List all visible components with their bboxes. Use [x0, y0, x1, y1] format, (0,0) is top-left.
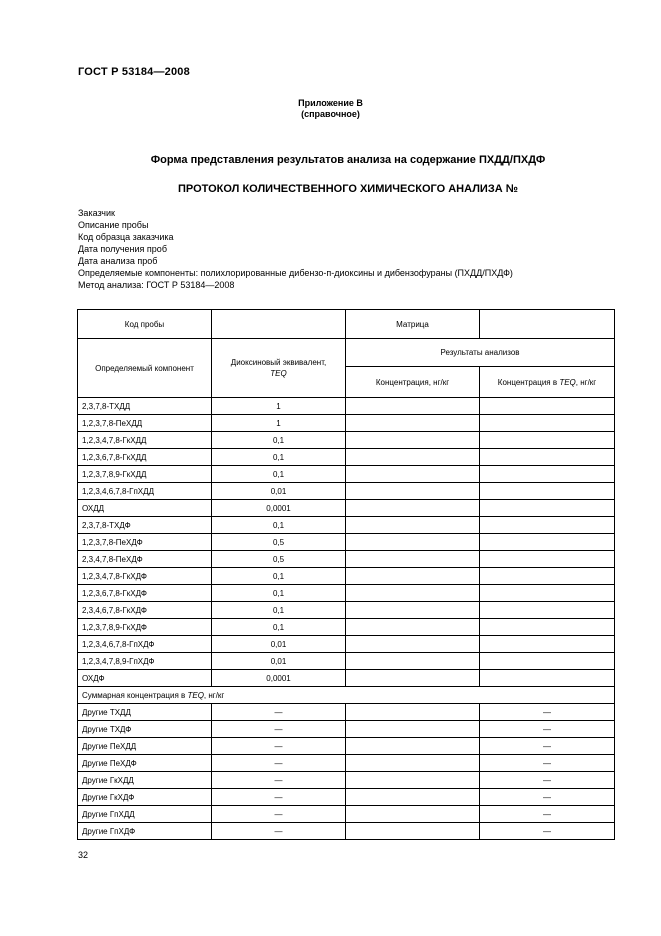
- concentration-teq-cell[interactable]: [480, 432, 615, 449]
- component-name: 1,2,3,4,7,8,9-ГпХДФ: [78, 653, 212, 670]
- component-name: 1,2,3,7,8,9-ГкХДФ: [78, 619, 212, 636]
- table-header-row: [78, 310, 615, 339]
- teq-value: 0,1: [212, 568, 346, 585]
- teq-value: 0,0001: [212, 500, 346, 517]
- concentration-teq-cell[interactable]: [480, 398, 615, 415]
- concentration-teq-cell[interactable]: [480, 670, 615, 687]
- concentration-teq-header: Концентрация в TEQ, нг/кг: [480, 367, 615, 398]
- table-row: [78, 449, 615, 466]
- component-name: 1,2,3,4,6,7,8-ГпХДФ: [78, 636, 212, 653]
- concentration-teq-cell: —: [480, 704, 615, 721]
- concentration-cell[interactable]: [346, 483, 480, 500]
- component-name: Другие ТХДФ: [78, 721, 212, 738]
- concentration-teq-cell: —: [480, 738, 615, 755]
- concentration-teq-cell[interactable]: [480, 585, 615, 602]
- component-name: 1,2,3,7,8-ПеХДФ: [78, 534, 212, 551]
- component-name: Другие ГкХДД: [78, 772, 212, 789]
- teq-value: —: [212, 772, 346, 789]
- table-row: [78, 415, 615, 432]
- concentration-teq-cell[interactable]: [480, 466, 615, 483]
- table-row: [78, 466, 615, 483]
- annex-title: Приложение В: [298, 98, 363, 108]
- concentration-cell[interactable]: [346, 432, 480, 449]
- teq-value: 0,1: [212, 432, 346, 449]
- matrix-label: Матрица: [346, 310, 480, 339]
- concentration-teq-cell[interactable]: [480, 500, 615, 517]
- component-name: 2,3,7,8-ТХДФ: [78, 517, 212, 534]
- component-name: ОХДФ: [78, 670, 212, 687]
- results-header: Результаты анализов: [346, 339, 615, 367]
- page-number: 32: [78, 850, 89, 860]
- concentration-teq-cell: —: [480, 772, 615, 789]
- teq-value: 0,01: [212, 653, 346, 670]
- teq-value: —: [212, 704, 346, 721]
- concentration-cell[interactable]: [346, 602, 480, 619]
- table-header-row: [78, 339, 615, 367]
- table-row: [78, 398, 615, 415]
- protocol-fields: [78, 207, 513, 291]
- table-row: [78, 687, 615, 704]
- concentration-teq-cell[interactable]: [480, 517, 615, 534]
- table-row: [78, 704, 615, 721]
- concentration-teq-cell: —: [480, 755, 615, 772]
- concentration-cell[interactable]: [346, 415, 480, 432]
- component-name: 2,3,7,8-ТХДД: [78, 398, 212, 415]
- protocol-field: Определяемые компоненты: полихлорированные дибензо-п-диоксины и дибензофураны (ПХДД/ПХДФ): [78, 268, 513, 278]
- component-name: ОХДД: [78, 500, 212, 517]
- concentration-teq-cell: —: [480, 789, 615, 806]
- table-row: [78, 585, 615, 602]
- protocol-field: Дата анализа проб: [78, 256, 158, 266]
- component-name: 1,2,3,6,7,8-ГкХДФ: [78, 585, 212, 602]
- concentration-cell[interactable]: [346, 789, 480, 806]
- protocol-title: ПРОТОКОЛ КОЛИЧЕСТВЕННОГО ХИМИЧЕСКОГО АНАЛИЗА №: [178, 183, 518, 195]
- teq-value: 0,01: [212, 636, 346, 653]
- table-row: [78, 534, 615, 551]
- document-header: ГОСТ Р 53184—2008: [78, 66, 190, 78]
- concentration-teq-cell[interactable]: [480, 415, 615, 432]
- table-row: [78, 738, 615, 755]
- concentration-cell[interactable]: [346, 721, 480, 738]
- protocol-field: Дата получения проб: [78, 244, 167, 254]
- form-title: Форма представления результатов анализа на содержание ПХДД/ПХДФ: [150, 154, 546, 166]
- concentration-teq-cell: —: [480, 823, 615, 840]
- teq-value: —: [212, 755, 346, 772]
- table-row: [78, 619, 615, 636]
- table-row: [78, 772, 615, 789]
- component-name: 1,2,3,4,6,7,8-ГпХДД: [78, 483, 212, 500]
- component-name: 1,2,3,4,7,8-ГкХДД: [78, 432, 212, 449]
- teq-value: —: [212, 738, 346, 755]
- concentration-teq-cell[interactable]: [480, 534, 615, 551]
- table-row: [78, 755, 615, 772]
- concentration-header: Концентрация, нг/кг: [346, 367, 480, 398]
- teq-value: 1: [212, 415, 346, 432]
- teq-value: 0,1: [212, 466, 346, 483]
- protocol-field: Код образца заказчика: [78, 232, 174, 242]
- teq-value: 0,1: [212, 585, 346, 602]
- concentration-cell[interactable]: [346, 636, 480, 653]
- component-name: Другие ПеХДД: [78, 738, 212, 755]
- table-row: [78, 568, 615, 585]
- concentration-cell[interactable]: [346, 806, 480, 823]
- component-name: Другие ТХДД: [78, 704, 212, 721]
- concentration-teq-cell[interactable]: [480, 449, 615, 466]
- concentration-teq-cell[interactable]: [480, 483, 615, 500]
- component-name: 1,2,3,7,8-ПеХДД: [78, 415, 212, 432]
- component-header: Определяемый компонент: [78, 339, 212, 398]
- component-name: Другие ГкХДФ: [78, 789, 212, 806]
- teq-value: 0,0001: [212, 670, 346, 687]
- table-row: [78, 670, 615, 687]
- concentration-cell[interactable]: [346, 517, 480, 534]
- table-row: [78, 551, 615, 568]
- sum-row-label: Суммарная концентрация в TEQ, нг/кг: [78, 687, 615, 704]
- teq-header: Диоксиновый эквивалент, TEQ: [212, 339, 346, 398]
- teq-value: 0,5: [212, 534, 346, 551]
- annex-subtitle: (справочное): [301, 109, 360, 119]
- component-name: Другие ГпХДД: [78, 806, 212, 823]
- concentration-cell[interactable]: [346, 772, 480, 789]
- table-row: [78, 500, 615, 517]
- concentration-cell[interactable]: [346, 534, 480, 551]
- concentration-cell[interactable]: [346, 619, 480, 636]
- table-row: [78, 721, 615, 738]
- annex-heading: [0, 98, 661, 120]
- concentration-teq-cell[interactable]: [480, 568, 615, 585]
- concentration-teq-cell[interactable]: [480, 653, 615, 670]
- component-name: Другие ПеХДФ: [78, 755, 212, 772]
- teq-value: —: [212, 806, 346, 823]
- concentration-teq-cell[interactable]: [480, 602, 615, 619]
- results-table: [77, 309, 615, 840]
- concentration-cell[interactable]: [346, 551, 480, 568]
- table-row: [78, 432, 615, 449]
- concentration-teq-cell: —: [480, 721, 615, 738]
- teq-value: —: [212, 721, 346, 738]
- teq-value: —: [212, 823, 346, 840]
- teq-value: —: [212, 789, 346, 806]
- concentration-teq-cell[interactable]: [480, 551, 615, 568]
- component-name: 2,3,4,7,8-ПеХДФ: [78, 551, 212, 568]
- table-row: [78, 653, 615, 670]
- concentration-teq-cell[interactable]: [480, 619, 615, 636]
- component-name: 1,2,3,7,8,9-ГкХДД: [78, 466, 212, 483]
- table-row: [78, 823, 615, 840]
- teq-value: 0,1: [212, 619, 346, 636]
- concentration-cell[interactable]: [346, 755, 480, 772]
- concentration-cell[interactable]: [346, 653, 480, 670]
- teq-value: 0,5: [212, 551, 346, 568]
- concentration-cell[interactable]: [346, 738, 480, 755]
- concentration-cell[interactable]: [346, 704, 480, 721]
- teq-value: 0,1: [212, 517, 346, 534]
- component-name: 1,2,3,4,7,8-ГкХДФ: [78, 568, 212, 585]
- table-row: [78, 636, 615, 653]
- concentration-cell[interactable]: [346, 466, 480, 483]
- component-name: 2,3,4,6,7,8-ГкХДФ: [78, 602, 212, 619]
- table-row: [78, 517, 615, 534]
- concentration-cell[interactable]: [346, 449, 480, 466]
- matrix-value[interactable]: [480, 310, 615, 339]
- table-row: [78, 806, 615, 823]
- teq-value: 1: [212, 398, 346, 415]
- protocol-field: Описание пробы: [78, 220, 149, 230]
- teq-value: 0,1: [212, 449, 346, 466]
- component-name: 1,2,3,6,7,8-ГкХДД: [78, 449, 212, 466]
- concentration-cell[interactable]: [346, 670, 480, 687]
- concentration-cell[interactable]: [346, 823, 480, 840]
- table-row: [78, 483, 615, 500]
- teq-value: 0,01: [212, 483, 346, 500]
- sample-code-label: Код пробы: [78, 310, 212, 339]
- table-row: [78, 789, 615, 806]
- concentration-cell[interactable]: [346, 398, 480, 415]
- concentration-cell[interactable]: [346, 568, 480, 585]
- teq-value: 0,1: [212, 602, 346, 619]
- protocol-field: Заказчик: [78, 208, 115, 218]
- concentration-cell[interactable]: [346, 500, 480, 517]
- protocol-field: Метод анализа: ГОСТ Р 53184—2008: [78, 280, 235, 290]
- concentration-teq-cell[interactable]: [480, 636, 615, 653]
- table-row: [78, 602, 615, 619]
- sample-code-value[interactable]: [212, 310, 346, 339]
- component-name: Другие ГпХДФ: [78, 823, 212, 840]
- concentration-teq-cell: —: [480, 806, 615, 823]
- concentration-cell[interactable]: [346, 585, 480, 602]
